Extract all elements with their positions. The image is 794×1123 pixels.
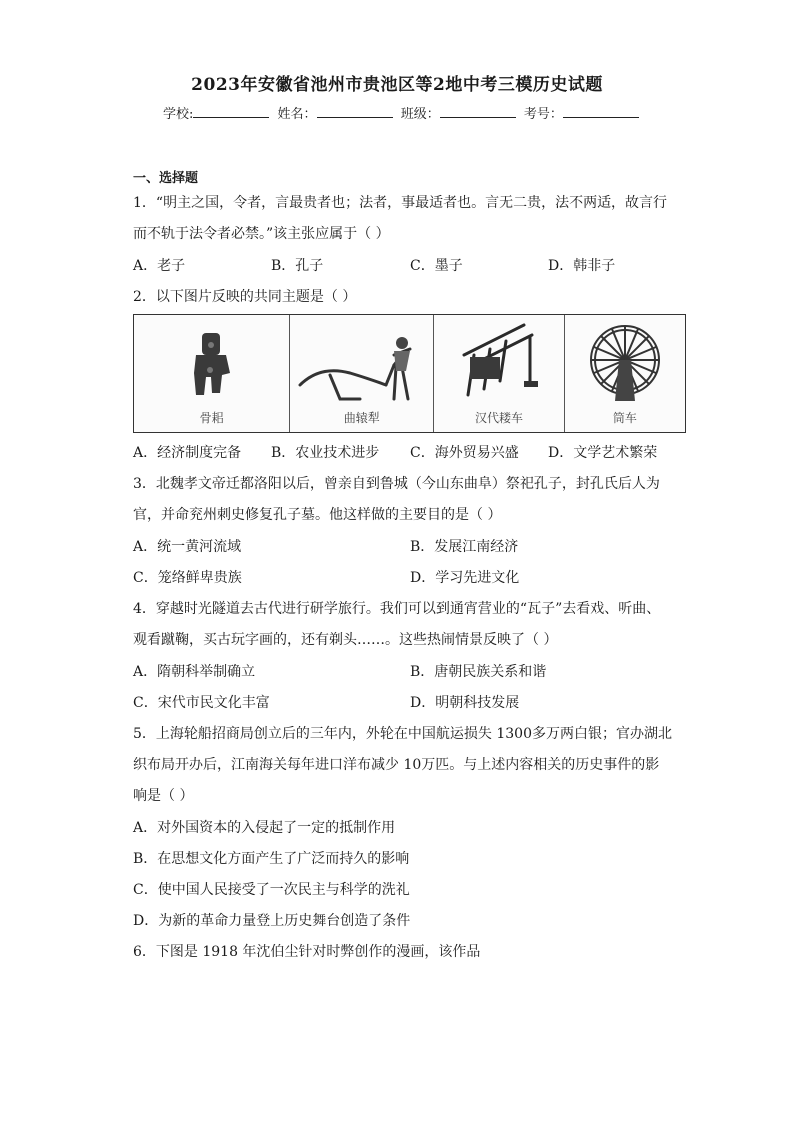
waterwheel-figure [565,315,685,432]
exam-number-label: 考号： [523,107,563,122]
class-label: 班级： [400,107,440,122]
q3-stem-line1: 3．北魏孝文帝迁都洛阳以后，曾亲自到鲁城（今山东曲阜）祭祀孔子，封孔氏后人为 [133,476,660,492]
q5-stem-line1: 5．上海轮船招商局创立后的三年内，外轮在中国航运损失 1300多万两白银；官办湖北 [133,726,672,742]
q4-option-c: C．宋代市民文化丰富 [133,695,270,711]
q4-option-a: A．隋朝科举制确立 [133,664,256,680]
q1-option-a: A．老子 [133,258,186,274]
q3-option-c: C．笼络鲜卑贵族 [133,570,242,586]
q2-option-d: D．文学艺术繁荣 [548,445,658,461]
q1-stem-line2: 而不轨于法令者必禁。”该主张应属于（ ） [133,226,390,242]
q5-option-b: B．在思想文化方面产生了广泛而持久的影响 [133,851,410,867]
q4-stem-line2: 观看蹴鞠，买古玩字画的，还有剃头……。这些热闹情景反映了（ ） [133,632,558,648]
student-info-line [163,103,643,122]
name-label: 姓名： [277,107,317,122]
class-field[interactable] [440,105,516,118]
q2-option-c: C．海外贸易兴盛 [410,445,519,461]
q2-option-b: B．农业技术进步 [271,445,380,461]
q2-stem: 2．以下图片反映的共同主题是（ ） [133,289,357,305]
school-field[interactable] [193,105,269,118]
q3-option-a: A．统一黄河流域 [133,539,242,555]
caption-curved-plow: 曲辕犁 [343,411,380,425]
q2-option-a: A．经济制度完备 [133,445,242,461]
bone-spade-figure [134,315,290,432]
q5-option-a: A．对外国资本的入侵起了一定的抵制作用 [133,820,396,836]
q1-option-d: D．韩非子 [548,258,616,274]
q4-stem-line1: 4．穿越时光隧道去古代进行研学旅行。我们可以到通宵营业的“瓦子”去看戏、听曲、 [133,601,661,617]
q2-image-strip [133,314,686,433]
q5-stem-line2: 织布局开办后，江南海关每年进口洋布减少 10万匹。与上述内容相关的历史事件的影 [133,757,660,773]
school-label: 学校: [163,107,194,122]
q1-option-b: B．孔子 [271,258,324,274]
caption-waterwheel: 筒车 [612,411,637,425]
section-heading: 一、选择题 [133,171,199,186]
q3-option-b: B．发展江南经济 [410,539,519,555]
q5-stem-line3: 响是（ ） [133,788,194,804]
caption-bone-spade: 骨耜 [199,411,224,425]
q5-option-c: C．使中国人民接受了一次民主与科学的洗礼 [133,882,410,898]
q1-option-c: C．墨子 [410,258,463,274]
q6-stem: 6．下图是 1918 年沈伯尘针对时弊创作的漫画，该作品 [133,944,481,960]
q4-option-d: D．明朝科技发展 [410,695,520,711]
curved-plow-figure [290,315,434,432]
q1-stem-line1: 1．“明主之国，令者，言最贵者也；法者，事最适者也。言无二贵，法不两适，故言行 [133,195,668,211]
han-seed-drill-figure [434,315,564,432]
name-field[interactable] [317,105,393,118]
q5-option-d: D．为新的革命力量登上历史舞台创造了条件 [133,913,411,929]
page-title: 2023年安徽省池州市贵池区等2地中考三模历史试题 [191,75,603,95]
q3-option-d: D．学习先进文化 [410,570,520,586]
caption-han-seed-drill: 汉代耧车 [475,411,524,425]
q3-stem-line2: 官，并命兖州刺史修复孔子墓。他这样做的主要目的是（ ） [133,507,502,523]
q4-option-b: B．唐朝民族关系和谐 [410,664,547,680]
exam-number-field[interactable] [563,105,639,118]
